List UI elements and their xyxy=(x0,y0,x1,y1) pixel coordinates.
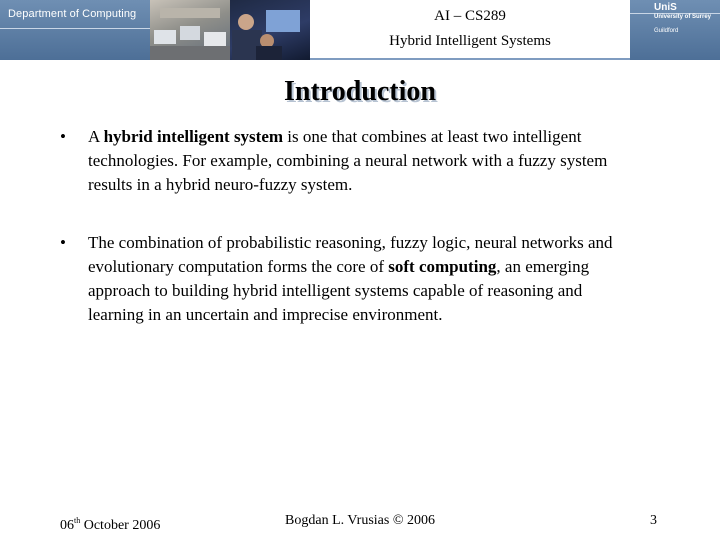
bullet-item xyxy=(60,231,630,327)
university-name: University of Surrey xyxy=(654,14,712,20)
header-photo-people-screen xyxy=(230,0,310,60)
date-day: 06 xyxy=(60,518,74,533)
bullet-text-bold: hybrid intelligent system xyxy=(103,127,284,146)
page-number: 3 xyxy=(650,513,657,528)
course-title-box xyxy=(310,0,630,60)
university-logo xyxy=(630,0,720,60)
bullet-text-part: is one that combines at least two intelligent technologies. For example, combining a neural network with a fuzzy system results in a hybrid neuro-fuzzy system. xyxy=(88,127,608,194)
bullet-dot: • xyxy=(60,127,66,146)
bullet-text xyxy=(88,231,630,327)
slide-header xyxy=(0,0,720,60)
banner-divider xyxy=(0,28,150,29)
date-rest: October 2006 xyxy=(80,518,161,533)
bullet-text-bold: soft computing xyxy=(388,257,497,276)
header-photo-computer-lab xyxy=(150,0,230,60)
bullet-text-part: A xyxy=(88,127,104,146)
unis-mark: UniS xyxy=(654,2,677,13)
date-suffix: th xyxy=(74,516,81,525)
course-subtitle: Hybrid Intelligent Systems xyxy=(389,33,551,49)
bullet-dot: • xyxy=(60,233,66,252)
bullet-text xyxy=(88,125,630,197)
slide-title: Introduction xyxy=(284,76,436,107)
footer-author: Bogdan L. Vrusias © 2006 xyxy=(285,513,435,528)
bullet-text-part: , an emerging approach to building hybrid intelligent systems capable of reasoning and learning in an uncertain and imprecise environment. xyxy=(88,257,590,324)
course-code: AI – CS289 xyxy=(434,8,506,24)
department-banner xyxy=(0,0,150,60)
university-place: Guildford xyxy=(654,28,679,34)
bullet-item xyxy=(60,125,630,197)
department-label: Department of Computing xyxy=(8,8,137,20)
bullet-text-part: The combination of probabilistic reasoning, fuzzy logic, neural networks and evolutionary computation forms the core of xyxy=(88,233,613,276)
